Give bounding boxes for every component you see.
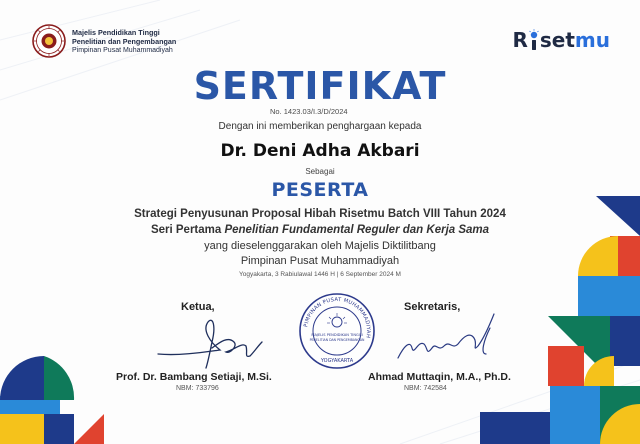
muhammadiyah-seal-icon [32,24,66,58]
left-signature [150,312,280,372]
as-text: Sebagai [305,167,335,176]
right-side-decoration [478,196,640,444]
stamp-inner-line1: MAJELIS PENDIDIKAN TINGGI [311,333,363,337]
organizer-line2: Pimpinan Pusat Muhammadiyah [240,255,400,267]
certificate-number: No. 1423.03/I.3/D/2024 [270,107,348,116]
right-signatory-title: Sekretaris, [404,301,461,313]
right-signatory-name: Ahmad Muttaqin, M.A., Ph.D. [368,371,511,383]
event-title: Strategi Penyusunan Proposal Hibah Risetmu Batch VIII Tahun 2024 [134,208,506,220]
stamp-bottom-text: YOGYAKARTA [320,358,354,364]
event-subtitle-italic: Penelitian Fundamental Reguler dan Kerja Sama [224,224,490,236]
stamp-ring-text: PIMPINAN PUSAT MUHAMMADIYAH [303,296,372,339]
bottom-left-decoration [0,340,120,444]
org-line2: Penelitian dan Pengembangan [72,36,177,46]
recipient-name: Dr. Deni Adha Akbari [220,141,420,161]
brand-text-set: set [539,28,575,52]
org-name [72,28,176,55]
lightbulb-icon [529,29,539,51]
recipient-role: PESERTA [271,179,369,201]
right-signatory-nbm: NBM: 742584 [404,385,447,392]
certificate-title: SERTIFIKAT [193,64,447,108]
given-text: Dengan ini memberikan penghargaan kepada [218,121,422,132]
org-line1: Majelis Pendidikan Tinggi [72,27,160,37]
brand-text-mu: mu [574,28,610,52]
left-signatory-name: Prof. Dr. Bambang Setiaji, M.Si. [116,371,272,383]
event-subtitle-prefix: Seri Pertama [150,224,225,236]
organizer-line1: yang dieselenggarakan oleh Majelis Diktilitbang [204,240,436,252]
left-signatory-title: Ketua, [181,301,215,313]
org-line3: Pimpinan Pusat Muhammadiyah [72,46,173,54]
risetmu-logo [512,28,610,52]
brand-text-r: R [512,28,528,52]
stamp-inner-line2: PENELITIAN DAN PENGEMBANGAN [309,338,365,342]
issue-date: Yogyakarta, 3 Rabiulawal 1446 H | 6 September 2024 M [239,271,401,278]
official-stamp [298,292,376,370]
left-signatory-nbm: NBM: 733796 [176,385,219,392]
org-logo [32,24,176,58]
